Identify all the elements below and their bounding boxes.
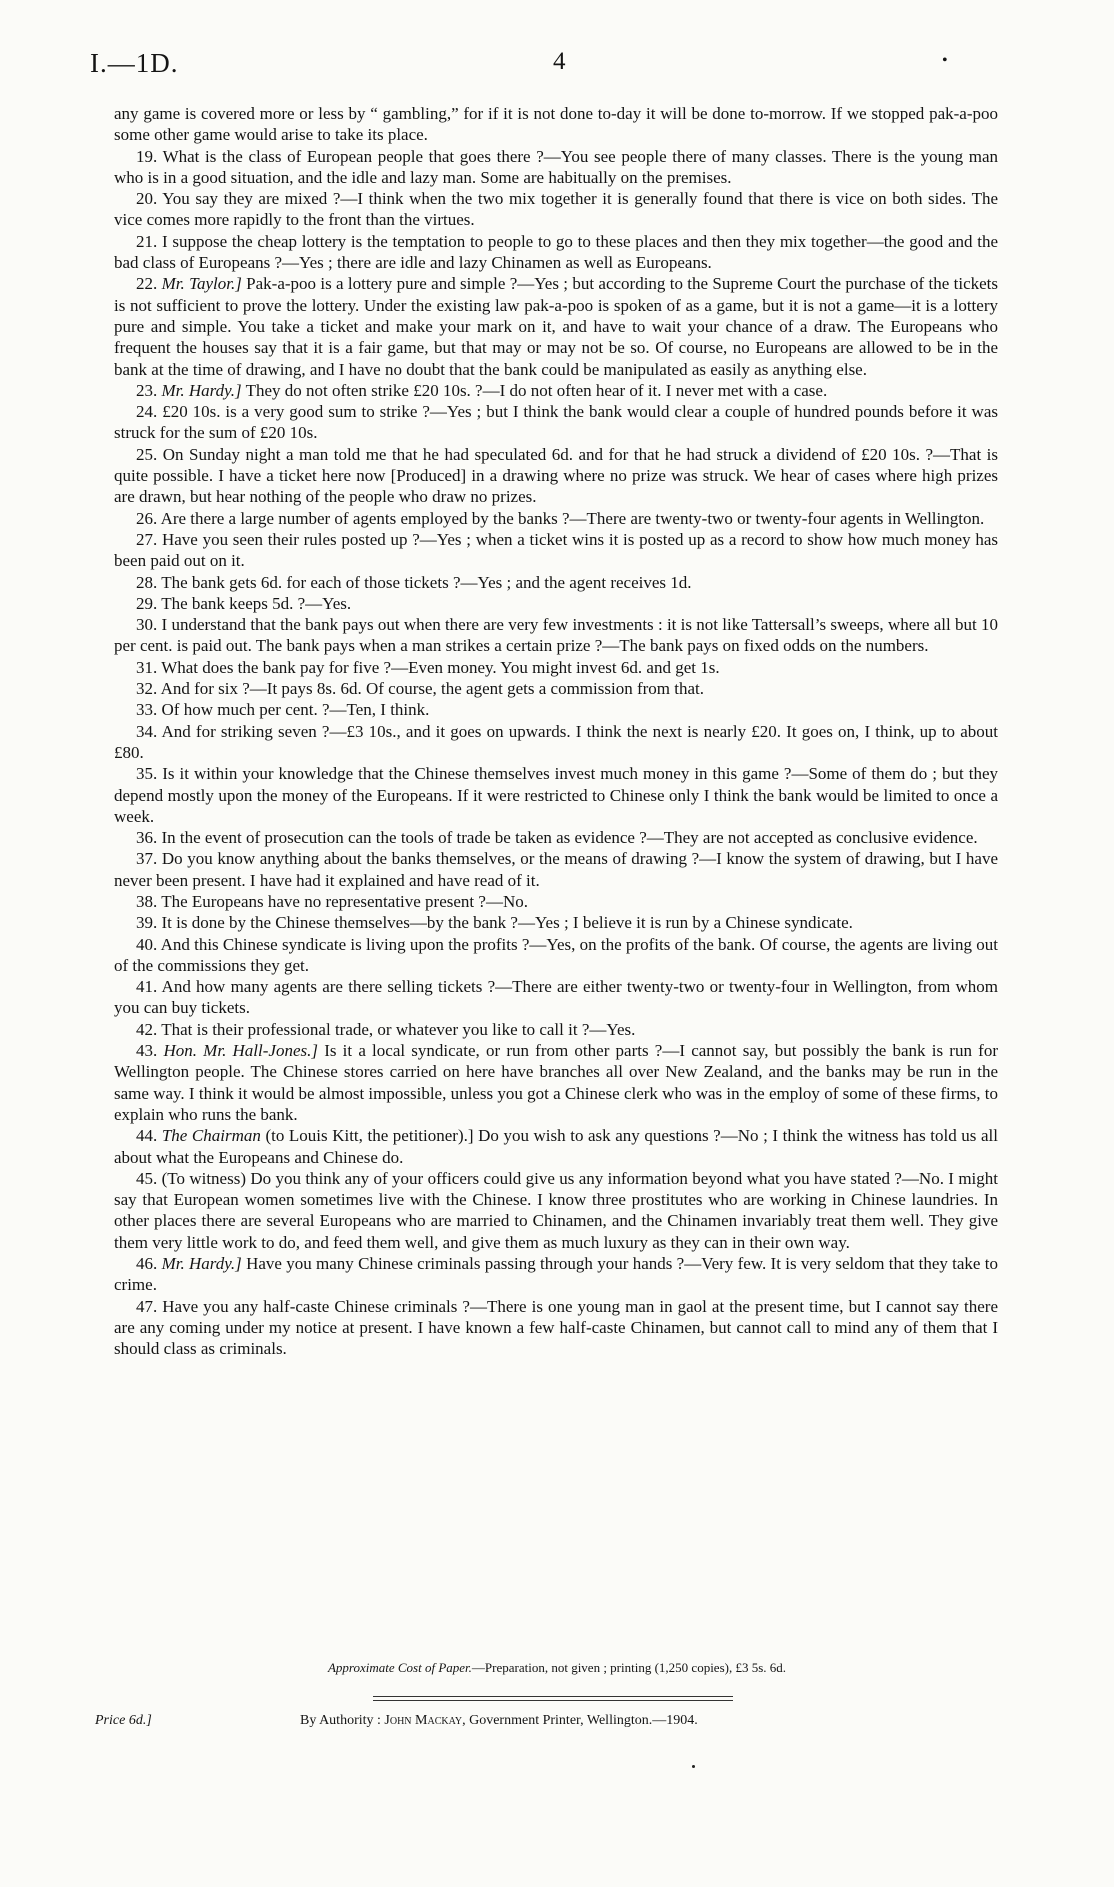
paragraph-number: 24. [136,402,158,422]
paragraph-text: And this Chinese syndicate is living upon the profits ?—Yes, on the profits of the bank. Of course, the agents are living out of the commissions they get. [114,934,999,975]
paragraph-text: That is their professional trade, or whatever you like to call it ?—Yes. [161,1019,636,1039]
footer-rule [373,1696,733,1697]
paragraph-text: (To witness) Do you think any of your officers could give us any information beyond what you have stated ?—No. I might say that European women sometimes live with the Chinese. I know three prostitutes who are working in Chinese laundries. In other places there are several Europeans who are married to Chinamen, and the Chinamen invariably treat them well. They give them very little work to do, and feed them well, and give them as much luxury as they can in their own way. [114,1168,998,1252]
paragraph [114,1040,998,1125]
speaker-name: The Chairman [161,1126,261,1146]
paragraph-text: What is the class of European people that goes there ?—You see people there of many classes. There is the young man who is in a good situation, and the idle and lazy man. Some are habitually on the premises. [114,146,998,187]
paragraph [114,678,998,699]
page-number: 4 [553,48,566,75]
paragraph-text: Is it within your knowledge that the Chinese themselves invest much money in this game ?—Some of them do ; but they depend mostly upon the money of the Europeans. If it were restricted to Chinese only I think the bank would be limited to once a week. [114,764,998,826]
paragraph-text: And how many agents are there selling tickets ?—There are either twenty-two or twenty-four in Wellington, from whom you can buy tickets. [114,977,998,1018]
footer-rule-secondary [373,1700,733,1701]
page-footer [0,1713,1114,1733]
document-reference: I.—1D. [90,48,179,78]
paragraph-text: On Sunday night a man told me that he had speculated 6d. and for that he had struck a dividend of £20 10s. ?—That is quite possible. I have a ticket here now [Produced] in a drawing where no prize was struck. We hear of cases where high prizes are drawn, but hear nothing of the people who draw no prizes. [114,444,998,507]
paragraph [114,827,998,848]
paragraph-number: 31. [136,657,158,677]
paragraph [114,1019,998,1040]
paragraph [114,1253,998,1296]
paragraph-text: Do you know anything about the banks themselves, or the means of drawing ?—I know the system of drawing, but I have never been present. I have had it explained and have read of it. [114,849,999,890]
price-label: Price 6d.] [95,1713,152,1728]
paragraph-number: 23. [136,380,158,400]
paragraph-number: 44. [136,1126,158,1146]
paragraph-text: Have you any half-caste Chinese criminals ?—There is one young man in gaol at the present time, but I cannot say there are any coming under my notice at present. I have known a few half-caste Chinamen, but cannot call to mind any of them that I should class as criminals. [114,1296,999,1359]
paragraph [114,848,998,891]
paragraph-text: Pak-a-poo is a lottery pure and simple ?—Yes ; but according to the Supreme Court the purchase of the tickets is not sufficient to prove the lottery. Under the existing law pak-a-poo is spoken of as a game, but it is not a game—it is a lottery pure and simple. You take a ticket and make your mark on it, and have to wait your chance of a draw. The Europeans who frequent the houses say that it is a fair game, but that may or may not be so. Of course, no Europeans are allowed to be in the bank at the time of drawing, and I have no doubt that the bank could be manipulated as easily as anything else. [114,274,999,379]
paragraph-number: 38. [136,891,158,911]
paragraph [114,614,998,657]
paragraph-text: Have you many Chinese criminals passing through your hands ?—Very few. It is very seldom that they take to crime. [114,1254,999,1295]
paragraph [114,1296,998,1360]
paragraph [114,231,998,274]
paragraph [114,593,998,614]
paragraph [114,976,998,1019]
paragraph-number: 34. [136,721,158,741]
paragraph [114,508,998,529]
speaker-name: Mr. Hardy.] [161,380,242,400]
printer-name: John Mackay [384,1713,463,1728]
speaker-name: Mr. Taylor.] [161,274,242,294]
paragraph-text: I suppose the cheap lottery is the temptation to people to go to these places and then they mix together—the good and the bad class of Europeans ?—Yes ; there are idle and lazy Chinamen as well as Europeans. [114,231,999,273]
paragraph-text: It is done by the Chinese themselves—by the bank ?—Yes ; I believe it is run by a Chinese syndicate. [161,913,853,933]
paragraph-number: 29. [136,593,158,613]
paragraph [114,1125,998,1168]
imprint-prefix: By Authority : [300,1713,385,1728]
paragraph-number: 37. [136,849,158,869]
paragraph [114,912,998,933]
paragraph-number: 32. [136,679,158,699]
paragraph-text: Is it a local syndicate, or run from other parts ?—I cannot say, but possibly the bank is run for Wellington people. The Chinese stores carried on here have branches all over New Zealand, and the banks may be run in the same way. I think it would be almost impossible, unless you got a Chinese clerk who was in the employ of some of these firms, to explain who runs the bank. [114,1041,998,1124]
paragraph-number: 45. [136,1168,158,1188]
paragraph-number: 22. [136,274,158,294]
cost-note [0,1660,1114,1676]
paragraph-number: 47. [136,1296,158,1316]
paragraph-text: (to Louis Kitt, the petitioner).] Do you wish to ask any questions ?—No ; I think the witness has told us all about what the Europeans and Chinese do. [114,1126,998,1167]
imprint-suffix: , Government Printer, Wellington.—1904. [462,1713,698,1728]
paragraph-text: I understand that the bank pays out when there are very few investments : it is not like Tattersall’s sweeps, where all but 10 per cent. is paid out. The bank pays when a man strikes a certain prize ?—The bank pays on fixed odds on the numbers. [114,615,999,656]
page-header [0,48,1114,78]
body-text [114,103,998,1360]
paragraph-number: 20. [136,189,158,209]
paragraph-number: 33. [136,700,158,720]
paragraph [114,891,998,912]
paragraph-number: 27. [136,529,158,549]
paragraph [114,763,998,827]
paragraph-number: 46. [136,1254,158,1274]
paragraph [114,1168,998,1253]
paragraph [114,721,998,764]
paragraph-number: 40. [136,934,158,954]
paragraph-text: And for striking seven ?—£3 10s., and it goes on upwards. I think the next is nearly £20. It goes on, I think, up to about £80. [114,721,998,762]
paragraph-text: Are there a large number of agents employed by the banks ?—There are twenty-two or twenty-four agents in Wellington. [160,508,985,528]
paragraph [114,273,998,379]
paragraph [114,380,998,401]
paragraph-text: The bank gets 6d. for each of those tickets ?—Yes ; and the agent receives 1d. [161,572,692,592]
paragraph-text: They do not often strike £20 10s. ?—I do not often hear of it. I never met with a case. [245,380,828,400]
paragraph [114,699,998,720]
paragraph-text: any game is covered more or less by “ gambling,” for if it is not done to-day it will be done to-morrow. If we stopped pak-a-poo some other game would arise to take its place. [114,104,998,145]
paragraph-text: Of how much per cent. ?—Ten, I think. [161,700,430,720]
paragraph [114,529,998,572]
paragraph-number: 42. [136,1019,158,1039]
paragraph-number: 28. [136,572,158,592]
paragraph [114,401,998,444]
paragraph-text: Have you seen their rules posted up ?—Yes ; when a ticket wins it is posted up as a record to show how much money has been paid out on it. [114,529,998,571]
cost-note-label: Approximate Cost of Paper. [327,1660,472,1675]
paragraph [114,103,998,146]
speaker-name: Mr. Hardy.] [161,1254,242,1274]
paragraph [114,572,998,593]
paragraph-text: In the event of prosecution can the tools of trade be taken as evidence ?—They are not accepted as conclusive evidence. [161,828,978,848]
paragraph [114,146,998,189]
paragraph-text: And for six ?—It pays 8s. 6d. Of course, the agent gets a commission from that. [160,679,704,699]
paragraph-number: 41. [136,977,158,997]
paragraph-text: What does the bank pay for five ?—Even money. You might invest 6d. and get 1s. [161,657,720,677]
paragraph-number: 21. [136,231,158,251]
paragraph-number: 19. [136,146,158,166]
paragraph-number: 26. [136,508,158,528]
paragraph-text: £20 10s. is a very good sum to strike ?—Yes ; but I think the bank would clear a couple of hundred pounds before it was struck for the sum of £20 10s. [114,402,998,443]
paragraph [114,444,998,508]
paragraph [114,188,998,231]
paragraph-number: 39. [136,913,158,933]
paragraph [114,934,998,977]
paragraph-number: 35. [136,764,158,784]
paragraph-number: 43. [136,1041,158,1061]
paragraph-text: The bank keeps 5d. ?—Yes. [161,593,352,613]
cost-note-text: —Preparation, not given ; printing (1,250 copies), £3 5s. 6d. [471,1660,787,1675]
paragraph [114,657,998,678]
paragraph-text: The Europeans have no representative present ?—No. [161,891,528,911]
header-mark: • [942,52,948,69]
paragraph-number: 36. [136,828,158,848]
speaker-name: Hon. Mr. Hall-Jones.] [163,1041,318,1061]
print-speck [692,1765,695,1768]
printer-imprint [300,1713,698,1729]
paragraph-text: You say they are mixed ?—I think when the two mix together it is generally found that there is vice on both sides. The vice comes more rapidly to the front than the virtues. [114,189,998,230]
paragraph-number: 30. [136,615,158,635]
paragraph-number: 25. [136,444,158,464]
